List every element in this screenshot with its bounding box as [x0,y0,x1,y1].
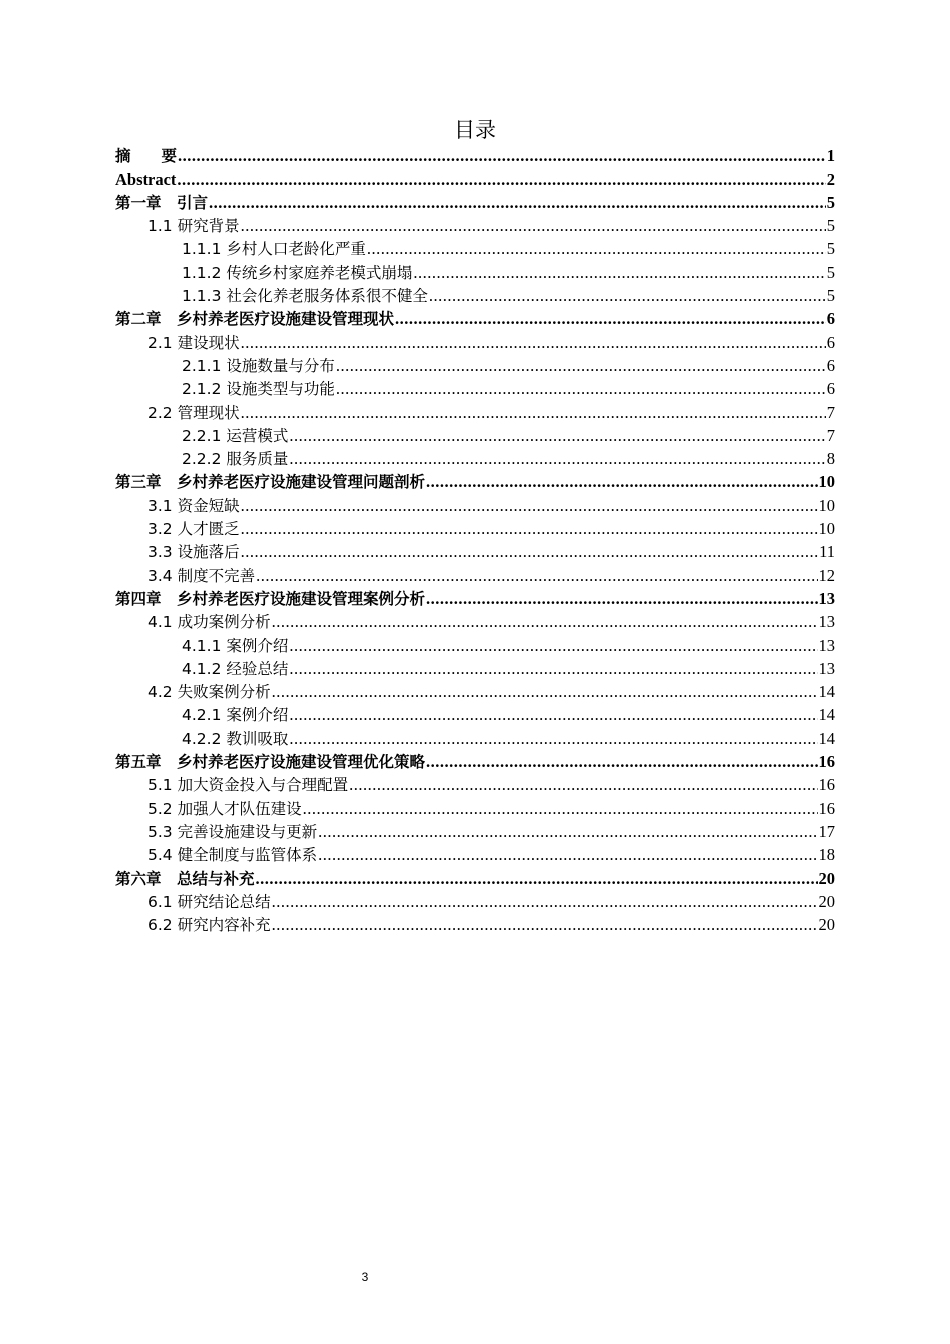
toc-page-number: 13 [818,612,835,632]
toc-chapter-entry[interactable] [115,865,835,888]
toc-entry-label: 4.1 成功案例分析 [148,613,271,632]
dot-leader [272,892,818,912]
toc-page-number: 16 [818,775,835,795]
toc-entry-label: 3.4 制度不完善 [148,566,256,585]
dot-leader [426,589,817,609]
toc-entry[interactable] [182,283,835,306]
toc-entry-label: 第五章 乡村养老医疗设施建设管理优化策略 [115,753,426,772]
dot-leader [289,729,817,749]
toc-entry-label: 5.2 加强人才队伍建设 [148,799,302,818]
toc-entry-label: 4.2 失败案例分析 [148,683,271,702]
dot-leader [289,636,817,656]
page-number: 3 [361,1270,369,1284]
dot-leader [289,659,817,679]
toc-page-number: 5 [826,262,835,282]
toc-entry[interactable] [148,399,835,422]
toc-entry-label: 4.2.2 教训吸取 [182,729,289,748]
toc-page-number: 5 [826,239,835,259]
toc-entry-label: 1.1.3 社会化养老服务体系很不健全 [182,287,428,306]
dot-leader [289,426,825,446]
toc-page-number: 2 [826,169,835,189]
toc-chapter-entry[interactable] [115,166,835,189]
dot-leader [241,496,818,516]
toc-entry[interactable] [182,446,835,469]
dot-leader [426,752,817,772]
toc-page-number: 5 [826,286,835,306]
toc-entry[interactable] [148,772,835,795]
page-title: 目录 [454,118,496,142]
toc-page-number: 17 [818,821,835,841]
dot-leader [367,239,826,259]
dot-leader [289,449,825,469]
toc-entry-label: 4.1.1 案例介绍 [182,636,289,655]
toc-entry-label: 2.2 管理现状 [148,403,240,422]
toc-entry[interactable] [182,236,835,259]
toc-entry[interactable] [148,609,835,632]
toc-entry-label: Abstract [115,169,177,189]
toc-chapter-entry[interactable] [115,749,835,772]
toc-entry[interactable] [148,329,835,352]
toc-entry-label: 2.1 建设现状 [148,333,240,352]
dot-leader [241,403,826,423]
dot-leader [209,193,826,213]
toc-entry-label: 3.3 设施落后 [148,543,240,562]
toc-entry-label: 5.4 健全制度与监管体系 [148,846,318,865]
toc-entry-label: 3.1 资金短缺 [148,496,240,515]
dot-leader [256,869,818,889]
toc-page-number: 5 [826,216,835,236]
toc-page-number: 16 [818,798,835,818]
toc-chapter-entry[interactable] [115,190,835,213]
toc-page-number: 1 [826,146,835,166]
toc-entry-label: 1.1.2 传统乡村家庭养老模式崩塌 [182,263,413,282]
toc-page-number: 10 [818,519,835,539]
toc-page-number: 13 [818,658,835,678]
toc-entry-label: 2.2.2 服务质量 [182,450,289,469]
toc-page-number: 6 [826,309,835,329]
toc-entry[interactable] [148,889,835,912]
toc-entry[interactable] [182,423,835,446]
toc-chapter-entry[interactable] [115,306,835,329]
toc-entry-label: 1.1 研究背景 [148,217,240,236]
toc-entry[interactable] [182,656,835,679]
toc-page-number: 7 [826,425,835,445]
dot-leader [336,356,826,376]
toc-page-number: 6 [826,355,835,375]
toc-page-number: 20 [818,868,835,888]
toc-entry[interactable] [148,912,835,935]
dot-leader [256,566,817,586]
dot-leader [303,799,818,819]
dot-leader [413,263,825,283]
dot-leader [395,309,826,329]
toc-page-number: 20 [818,891,835,911]
toc-entry[interactable] [148,842,835,865]
toc-page-number: 6 [826,332,835,352]
toc-page-number: 14 [818,705,835,725]
toc-page-number: 6 [826,379,835,399]
toc-entry-label: 第一章 引言 [115,193,209,212]
toc-page-number: 12 [818,565,835,585]
dot-leader [241,333,826,353]
toc-entry[interactable] [148,562,835,585]
toc-entry[interactable] [148,493,835,516]
dot-leader [272,612,818,632]
toc-entry[interactable] [148,819,835,842]
toc-page-number: 14 [818,728,835,748]
dot-leader [289,705,817,725]
toc-entry-label: 第四章 乡村养老医疗设施建设管理案例分析 [115,589,426,608]
toc-entry[interactable] [182,726,835,749]
toc-page-number: 11 [819,542,835,562]
toc-entry[interactable] [182,632,835,655]
dot-leader [241,519,818,539]
dot-leader [318,822,817,842]
toc-page-number: 5 [826,192,835,212]
toc-entry[interactable] [182,702,835,725]
dot-leader [177,170,825,190]
toc-page-number: 18 [818,845,835,865]
toc-entry-label: 1.1.1 乡村人口老龄化严重 [182,240,366,259]
toc-entry-label: 3.2 人才匮乏 [148,520,240,539]
dot-leader [429,286,826,306]
toc-entry-label: 5.1 加大资金投入与合理配置 [148,776,349,795]
toc-entry-label: 4.1.2 经验总结 [182,659,289,678]
toc-entry[interactable] [182,353,835,376]
toc-entry-label: 5.3 完善设施建设与更新 [148,822,318,841]
toc-page-number: 13 [818,588,835,608]
dot-leader [241,216,826,236]
toc-entry-label: 4.2.1 案例介绍 [182,706,289,725]
dot-leader [318,845,817,865]
toc-page-number: 8 [826,449,835,469]
toc-entry[interactable] [148,213,835,236]
dot-leader [426,472,817,492]
dot-leader [336,379,826,399]
toc-entry[interactable] [148,795,835,818]
toc-page-number: 13 [818,635,835,655]
toc-entry-label: 6.1 研究结论总结 [148,892,271,911]
toc-page-number: 16 [818,752,835,772]
toc-chapter-entry[interactable] [115,469,835,492]
toc-entry-label: 第二章 乡村养老医疗设施建设管理现状 [115,310,395,329]
toc-entry-label: 6.2 研究内容补充 [148,916,271,935]
toc-entry[interactable] [148,679,835,702]
toc-page-number: 7 [826,402,835,422]
toc-page-number: 20 [818,915,835,935]
toc-entry-label: 第六章 总结与补充 [115,869,255,888]
toc-entry-label: 摘 要 [115,147,178,166]
dot-leader [272,682,818,702]
dot-leader [178,146,826,166]
toc-page-number: 14 [818,682,835,702]
toc-page-number: 10 [818,472,835,492]
toc-entry-label: 2.1.2 设施类型与功能 [182,380,335,399]
toc-entry[interactable] [148,539,835,562]
toc-entry[interactable] [148,516,835,539]
dot-leader [272,915,818,935]
toc-chapter-entry[interactable] [115,586,835,609]
dot-leader [241,542,819,562]
dot-leader [349,775,817,795]
toc-entry-label: 第三章 乡村养老医疗设施建设管理问题剖析 [115,473,426,492]
toc-entry-label: 2.1.1 设施数量与分布 [182,356,335,375]
toc-entry[interactable] [182,260,835,283]
toc-entry-label: 2.2.1 运营模式 [182,426,289,445]
toc-entry[interactable] [182,376,835,399]
toc-page-number: 10 [818,495,835,515]
toc-chapter-entry[interactable] [115,143,835,166]
